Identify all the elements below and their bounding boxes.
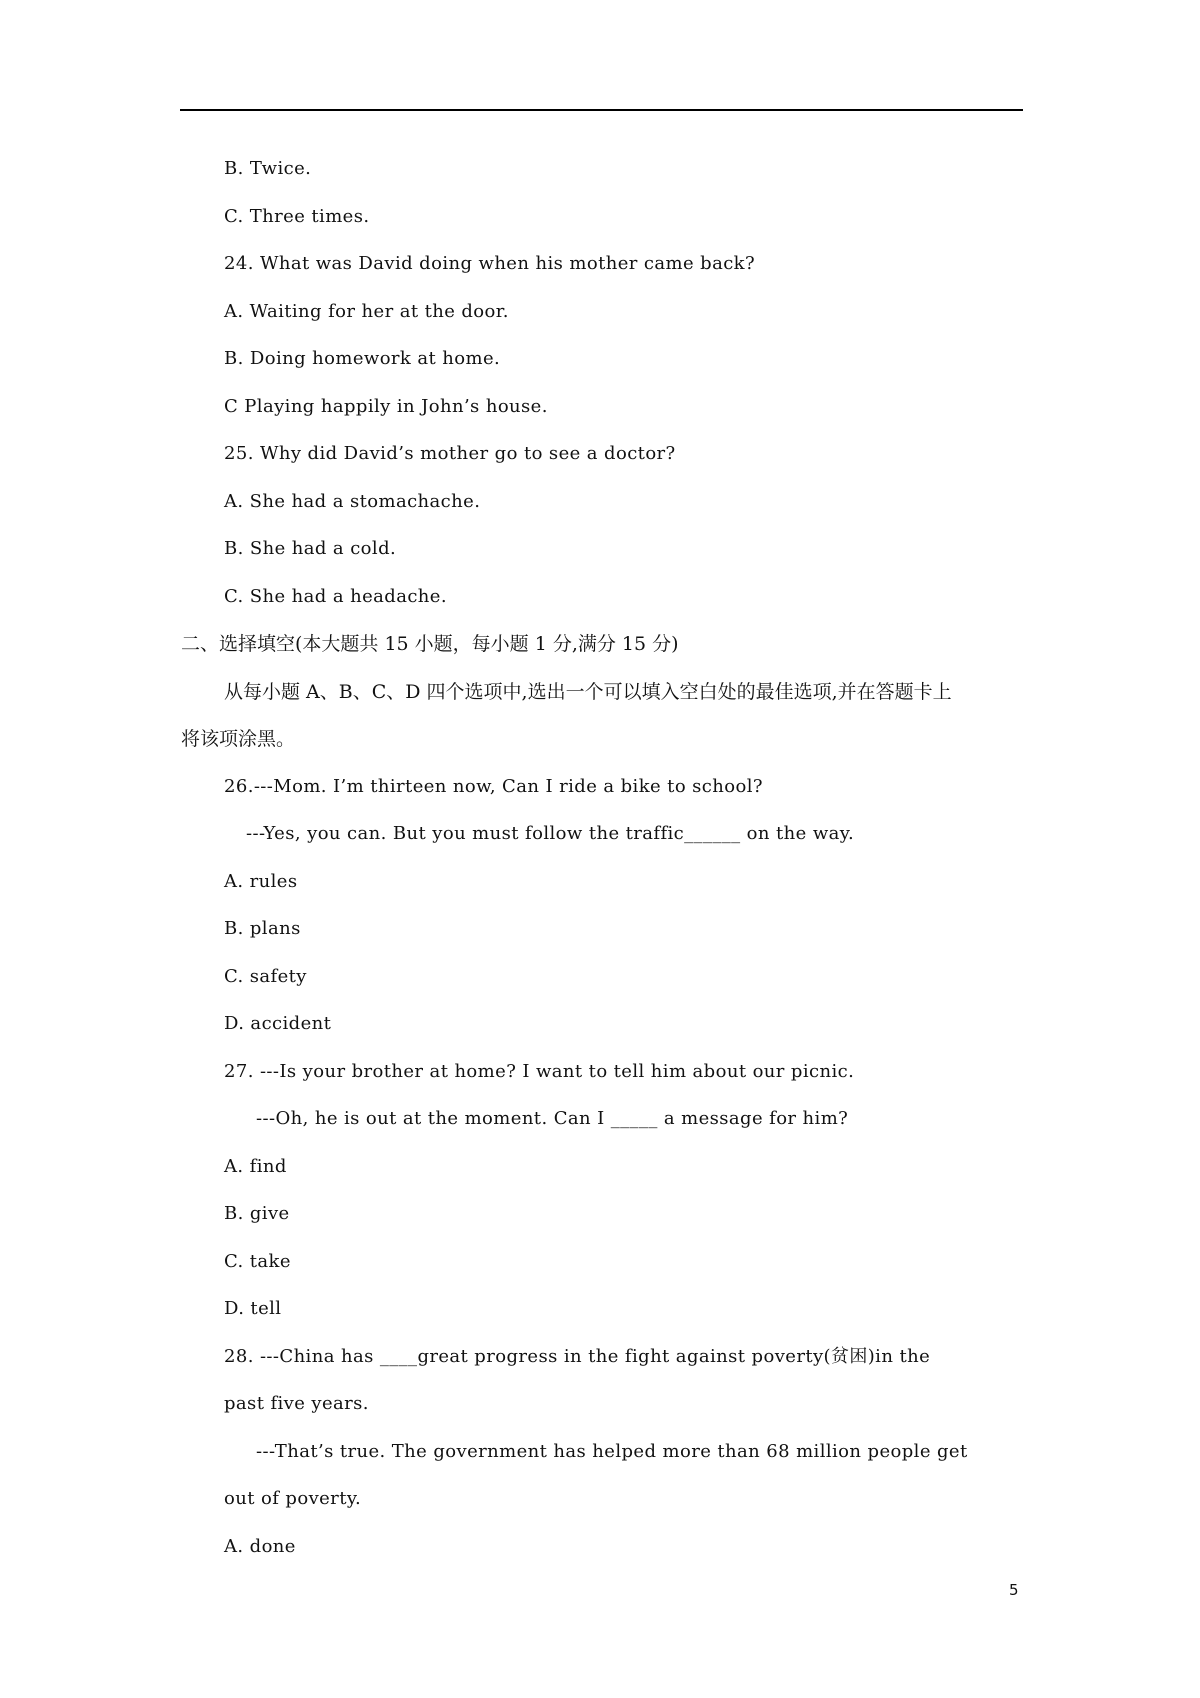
option-27d: D. tell [224, 1298, 282, 1319]
section-instruction-cont: 将该项涂黑。 [181, 728, 296, 750]
option-28a: A. done [224, 1536, 296, 1557]
option-23c: C. Three times. [224, 206, 370, 227]
question-28: 28. ---China has ____great progress in the fight against poverty(贫困)in the [224, 1346, 931, 1367]
question-27: 27. ---Is your brother at home? I want to tell him about our picnic. [224, 1061, 855, 1082]
question-28-reply-cont: out of poverty. [224, 1488, 362, 1509]
option-25a: A. She had a stomachache. [224, 491, 481, 512]
header-rule [180, 109, 1023, 111]
option-24b: B. Doing homework at home. [224, 348, 501, 369]
question-28-cont: past five years. [224, 1393, 369, 1414]
option-27b: B. give [224, 1203, 290, 1224]
option-25b: B. She had a cold. [224, 538, 397, 559]
question-27-reply: ---Oh, he is out at the moment. Can I _____ a message for him? [256, 1108, 849, 1129]
question-24: 24. What was David doing when his mother came back? [224, 253, 756, 274]
option-26b: B. plans [224, 918, 301, 939]
option-26c: C. safety [224, 966, 307, 987]
section-instruction: 从每小题 A、B、C、D 四个选项中,选出一个可以填入空白处的最佳选项,并在答题卡上 [224, 681, 952, 703]
question-26-reply: ---Yes, you can. But you must follow the traffic______ on the way. [246, 823, 855, 844]
option-24a: A. Waiting for her at the door. [224, 301, 509, 322]
option-27a: A. find [224, 1156, 287, 1177]
option-27c: C. take [224, 1251, 291, 1272]
section-heading: 二、选择填空(本大题共 15 小题，每小题 1 分,满分 15 分) [181, 633, 679, 655]
option-24c: C Playing happily in John’s house. [224, 396, 548, 417]
option-23b: B. Twice. [224, 158, 312, 179]
question-28-reply: ---That’s true. The government has helped more than 68 million people get [256, 1441, 968, 1462]
option-25c: C. She had a headache. [224, 586, 447, 607]
option-26d: D. accident [224, 1013, 332, 1034]
page-number: 5 [1009, 1581, 1019, 1599]
question-26: 26.---Mom. I’m thirteen now, Can I ride a bike to school? [224, 776, 763, 797]
option-26a: A. rules [224, 871, 298, 892]
question-25: 25. Why did David’s mother go to see a doctor? [224, 443, 676, 464]
